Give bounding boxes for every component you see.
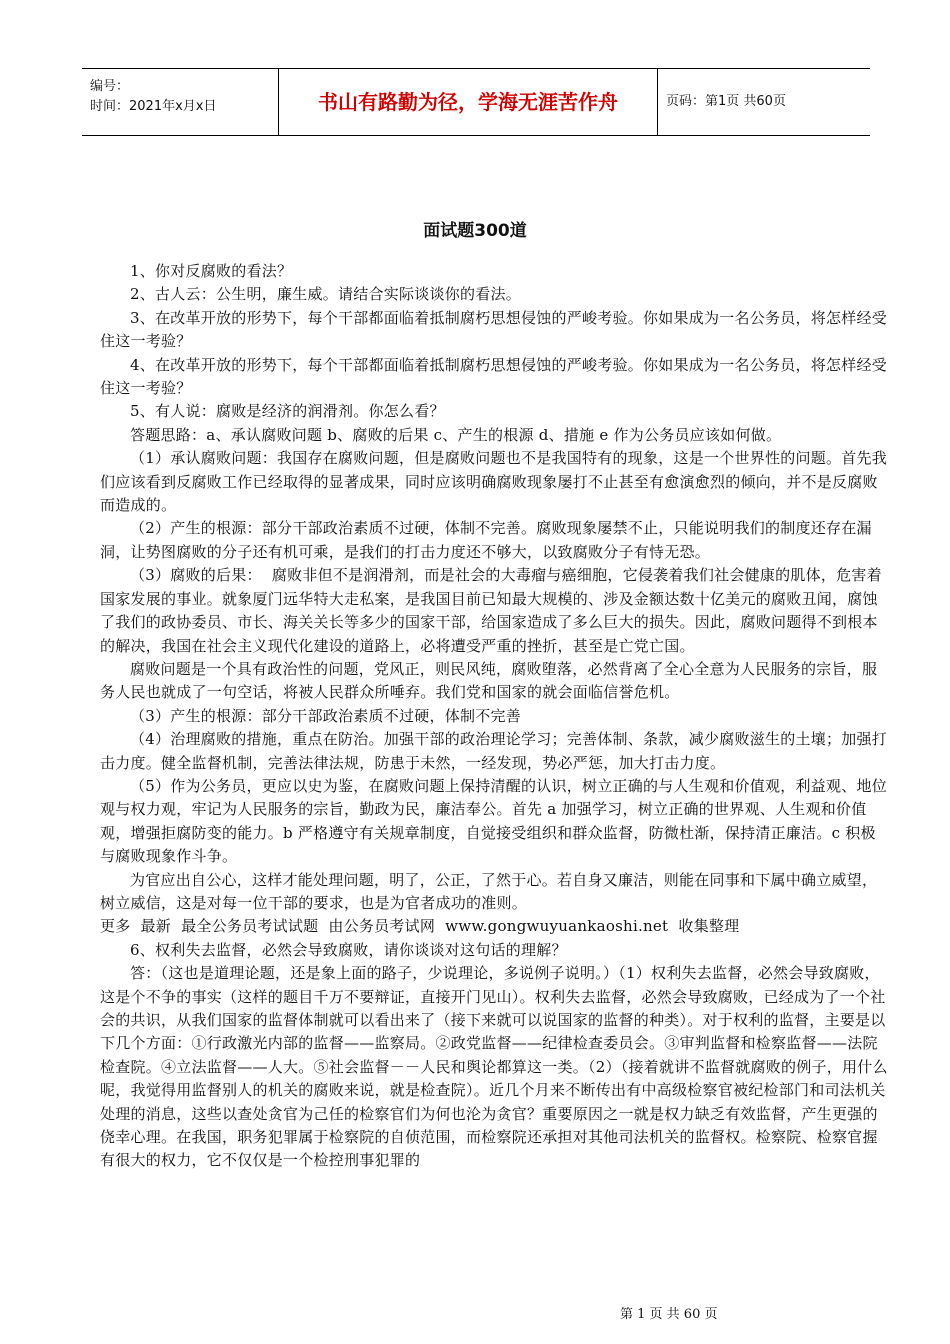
paragraph: 2、古人云：公生明，廉生威。请结合实际谈谈你的看法。 [130, 285, 522, 304]
code-label: 编号： [90, 79, 130, 94]
paragraph: 5、有人说：腐败是经济的润滑剂。你怎么看？ [130, 402, 445, 421]
paragraph: （2）产生的根源：部分干部政治素质不过硬，体制不完善。腐败现象屡禁不止，只能说明我们的制度还存在漏洞，让势图腐败的分子还有机可乘，是我们的打击力度还不够大，以致腐败分子有恃无恐。 [100, 519, 872, 561]
motto: 书山有路勤为径，学海无涯苦作舟 [279, 69, 658, 135]
paragraph: 更多 最新 最全公务员考试试题 由公务员考试网 www.gongwuyuankaoshi.net 收集整理 [100, 917, 740, 936]
paragraph: 答：（这也是道理论题，还是象上面的路子，少说理论，多说例子说明。）（1）权利失去监督，必然会导致腐败，这是个不争的事实（这样的题目千万不要辩证，直接开门见山）。权利失去监督，必然会导致腐败，已经成为了一个社会的共识，从我们国家的监督体制就可以看出来了（接下来就可以说国家的监督的种类）。对于权利的监督，主要是以下几个方面：①行政激光内部的监督——监察局。②政党监督——纪律检查委员会。③审判监督和检察监督——法院检查院。④立法监督——人大。⑤社会监督－－人民和舆论都算这一类。（2）（接着就讲不监督就腐败的例子，用什么呢，我觉得用监督别人的机关的腐败来说，就是检查院）。近几个月来不断传出有中高级检察官被纪检部门和司法机关处理的消息，这些以查处贪官为己任的检察官们为何也沦为贪官？重要原因之一就是权力缺乏有效监督，产生更强的侥幸心理。在我国，职务犯罪属于检察院的自侦范围，而检察院还承担对其他司法机关的监督权。检察院、检察官握有很大的权力，它不仅仅是一个检控刑事犯罪的 [100, 964, 888, 1170]
document-body [100, 260, 890, 1173]
paragraph: 答题思路：a、承认腐败问题 b、腐败的后果 c、产生的根源 d、措施 e 作为公务员应该如何做。 [130, 425, 782, 444]
paragraph: 3、在改革开放的形势下，每个干部都面临着抵制腐朽思想侵蚀的严峻考验。你如果成为一名公务员，将怎样经受住这一考验？ [100, 308, 888, 351]
page-title: 面试题300道 [423, 221, 527, 241]
paragraph: 为官应出自公心，这样才能处理问题，明了，公正，了然于心。若自身又廉洁，则能在同事和下属中确立威望，树立威信，这是对每一位干部的要求，也是为官者成功的准则。 [100, 870, 878, 912]
page-info: 页码：第1页 共60页 [666, 94, 786, 109]
header-info-cell [82, 69, 279, 135]
paragraph: （4）治理腐败的措施，重点在防治。加强干部的政治理论学习；完善体制、条款，减少腐败滋生的土壤；加强打击力度。健全监督机制，完善法律法规，防患于未然，一经发现，势必严惩，加大打击力度。 [100, 730, 888, 772]
paragraph: （1）承认腐败问题：我国存在腐败问题，但是腐败问题也不是我国特有的现象，这是一个世界性的问题。首先我们应该看到反腐败工作已经取得的显著成果，同时应该明确腐败现象屡打不止甚至有愈演愈烈的倾向，并不是反腐败而造成的。 [100, 449, 888, 515]
document-header [82, 68, 870, 136]
paragraph: （3）腐败的后果： 腐败非但不是润滑剂，而是社会的大毒瘤与癌细胞，它侵袭着我们社会健康的肌体，危害着国家发展的事业。就象厦门远华特大走私案，是我国目前已知最大规模的、涉及金额达数十亿美元的腐败丑闻，腐蚀了我们的政协委员、市长、海关关长等多少的国家干部，给国家造成了多么巨大的损失。因此，腐败问题得不到根本的解决，我国在社会主义现代化建设的道路上，必将遭受严重的挫折，甚至是亡党亡国。 [100, 566, 882, 655]
paragraph: 6、权利失去监督，必然会导致腐败，请你谈谈对这句话的理解？ [130, 940, 567, 959]
time-label: 时间：2021年x月x日 [90, 99, 217, 114]
paragraph: 腐败问题是一个具有政治性的问题，党风正，则民风纯，腐败堕落，必然背离了全心全意为人民服务的宗旨，服务人民也就成了一句空话，将被人民群众所唾弃。我们党和国家的就会面临信誉危机。 [100, 659, 878, 702]
page-footer: 第 1 页 共 60 页 [620, 1307, 718, 1322]
paragraph: 4、在改革开放的形势下，每个干部都面临着抵制腐朽思想侵蚀的严峻考验。你如果成为一名公务员，将怎样经受住这一考验？ [100, 355, 888, 398]
paragraph: （5）作为公务员，更应以史为鉴，在腐败问题上保持清醒的认识，树立正确的与人生观和价值观，利益观、地位观与权力观，牢记为人民服务的宗旨，勤政为民，廉洁奉公。首先 a 加强学习，树立正确的世界观、人生观和价值观，增强拒腐防变的能力。b 严格遵守有关规章制度，自觉接受组织和群众监督，防微杜渐，保持清正廉洁。c 积极与腐败现象作斗争。 [100, 776, 888, 866]
paragraph: 1、你对反腐败的看法？ [130, 262, 293, 280]
paragraph: （3）产生的根源：部分干部政治素质不过硬，体制不完善 [130, 706, 522, 725]
